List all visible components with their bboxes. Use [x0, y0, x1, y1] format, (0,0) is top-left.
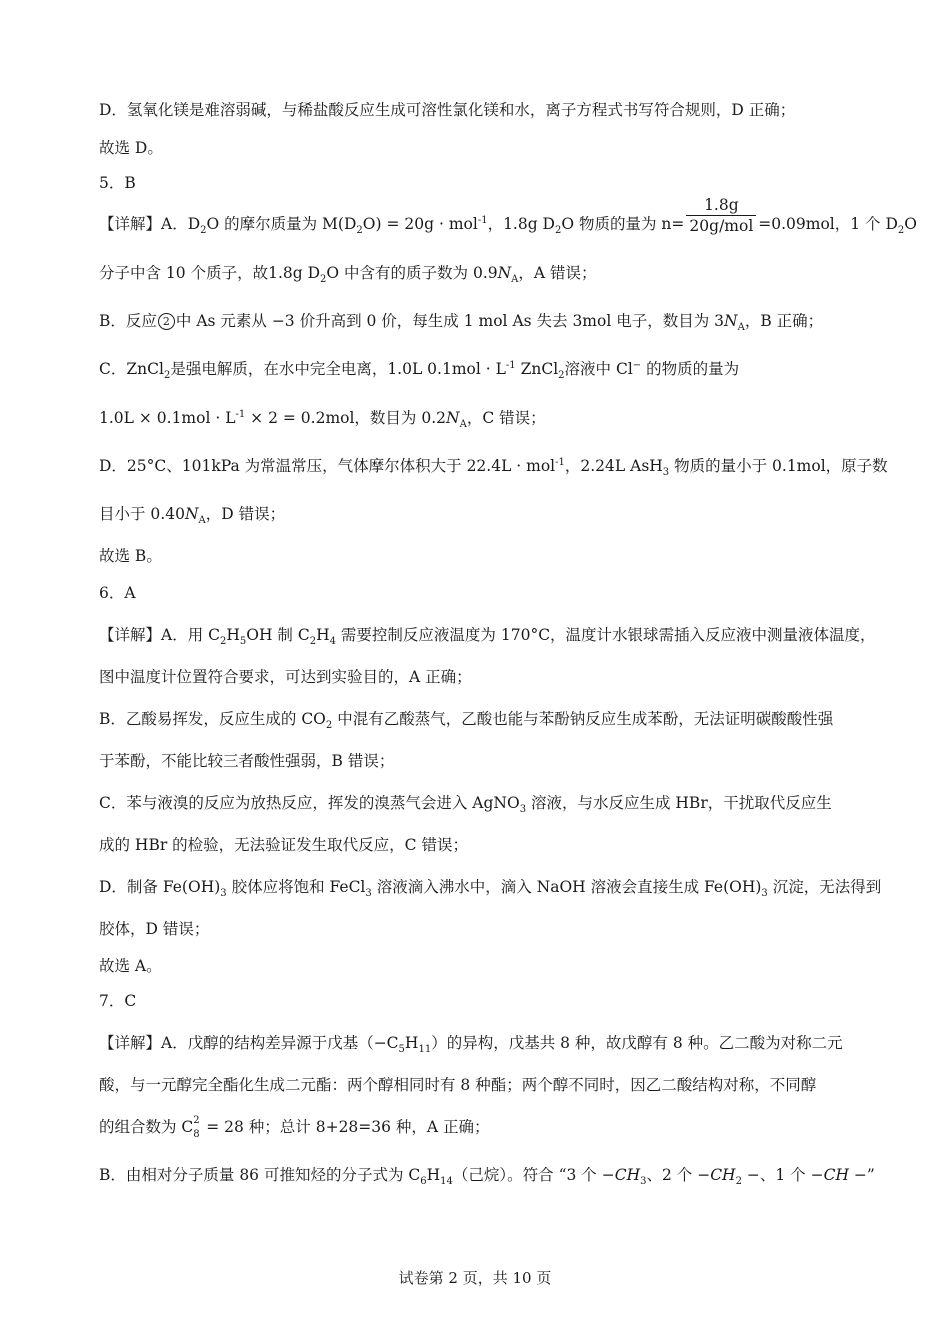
subscript: 2 — [309, 636, 317, 648]
text: 需要控制反应液温度为 170°C，温度计水银球需插入反应液中测量液体温度， — [336, 626, 876, 644]
text: 【详解】A．用 C — [99, 626, 220, 644]
text: D．制备 Fe(OH) — [99, 878, 221, 896]
text: 目小于 0.40 — [99, 505, 185, 523]
page-footer: 试卷第 2 页，共 10 页 — [398, 1269, 552, 1287]
line-21: 故选 A。 — [99, 957, 162, 975]
subscript: 3 — [220, 888, 227, 900]
subscript: 14 — [440, 1176, 453, 1188]
line-11: 故选 B。 — [99, 547, 162, 565]
line-24: 酸，与一元醇完全酯化生成二元酯：两个醇相同时有 8 种酯；两个醇不同时，因乙二酸结构对称，不同醇 — [99, 1076, 817, 1094]
line-19 — [99, 877, 882, 900]
subscript: 2 — [320, 274, 327, 286]
line-13 — [99, 625, 876, 648]
text: 【详解】A．D — [99, 215, 201, 233]
fraction-denominator: 20g/mol — [689, 217, 754, 235]
line-4 — [99, 196, 918, 237]
text: B．由相对分子质量 86 可推知烃的分子式为 C — [99, 1166, 421, 1184]
line-1: D．氢氧化镁是难溶弱碱，与稀盐酸反应生成可溶性氯化镁和水，离子方程式书写符合规则，D 正确； — [99, 101, 796, 119]
subscript: 5 — [398, 1044, 405, 1056]
subscript: 2 — [558, 370, 565, 382]
subscript: 2 — [219, 636, 227, 648]
text: 沉淀，无法得到 — [767, 878, 882, 896]
text: O 的摩尔质量为 M(D — [206, 215, 357, 233]
circled-number: 2 — [158, 313, 175, 330]
text: 【详解】A．戊醇的结构差异源于戊基（−C — [99, 1034, 399, 1052]
line-6 — [99, 311, 824, 334]
text: ，A 错误； — [518, 264, 597, 282]
text: O) = 20g · mol — [362, 215, 478, 233]
line-17 — [99, 793, 832, 816]
subscript: 3 — [519, 804, 527, 816]
line-26 — [99, 1165, 875, 1188]
line-15 — [99, 709, 834, 732]
text: H — [426, 1166, 441, 1184]
subscript: 2 — [555, 225, 562, 237]
fraction-numerator: 1.8g — [686, 196, 756, 216]
text: ，C 错误； — [466, 409, 546, 427]
line-10 — [99, 504, 286, 527]
subscript: A — [511, 274, 519, 286]
text: 溶液中 Cl — [564, 360, 633, 378]
methine-group: CH — [823, 1166, 849, 1184]
text: 分子中含 10 个质子，故1.8g D — [99, 264, 321, 282]
subscript: 4 — [329, 636, 336, 648]
text: ）的异构，戊基共 8 种，故戊醇有 8 种。乙二酸为对称二元 — [431, 1034, 843, 1052]
fraction — [686, 196, 756, 235]
subscript: 2 — [200, 225, 207, 237]
text: 1.0L × 0.1mol · L — [99, 409, 236, 427]
subscript: 5 — [239, 636, 247, 648]
line-5 — [99, 263, 597, 286]
subscript: A — [737, 322, 745, 334]
superscript: -1 — [505, 359, 516, 371]
line-16: 于苯酚，不能比较三者酸性强弱，B 错误； — [99, 752, 395, 770]
text: B．反应 — [99, 312, 157, 330]
text: 中混有乙酸蒸气，乙酸也能与苯酚钠反应生成苯酚，无法证明碳酸酸性强 — [332, 710, 834, 728]
superscript: -1 — [235, 408, 246, 420]
subscript: 2 — [163, 370, 171, 382]
subscript: 2 — [325, 720, 333, 732]
question-7-answer: 7．C — [99, 992, 137, 1010]
question-6-answer: 6．A — [99, 584, 136, 602]
text: H — [316, 626, 330, 644]
text: 中 As 元素从 −3 价升高到 0 价，每生成 1 mol As 失去 3mol 电子，数目为 3 — [175, 312, 725, 330]
superscript: 2 — [193, 1115, 200, 1126]
subscript: A — [198, 515, 206, 527]
line-23 — [99, 1033, 843, 1056]
line-7 — [99, 359, 740, 382]
text: C．苯与液溴的反应为放热反应，挥发的溴蒸气会进入 AgNO — [99, 794, 520, 812]
text: D．25°C、101kPa 为常温常压，气体摩尔体积大于 22.4L · mol — [99, 457, 556, 475]
text: ，D 错误； — [205, 505, 286, 523]
text: H — [404, 1034, 419, 1052]
text: = 28 种；总计 8+28=36 种，A 正确； — [201, 1118, 490, 1136]
line-14: 图中温度计位置符合要求，可达到实验目的，A 正确； — [99, 668, 472, 686]
subscript: 6 — [420, 1176, 427, 1188]
text: O 中含有的质子数为 0.9 — [326, 264, 498, 282]
line-8 — [99, 408, 546, 431]
text: 溶液，与水反应生成 HBr，干扰取代反应生 — [526, 794, 832, 812]
text: 溶液滴入沸水中，滴入 NaOH 溶液会直接生成 Fe(OH) — [371, 878, 762, 896]
text: ，2.24L AsH — [564, 457, 663, 475]
superscript: − — [632, 359, 642, 371]
line-25 — [99, 1115, 490, 1140]
avogadro-symbol: N — [184, 505, 199, 523]
superscript: -1 — [477, 214, 488, 226]
subscript: 2 — [735, 1176, 742, 1188]
subscript: 3 — [761, 888, 768, 900]
question-5-answer: 5．B — [99, 174, 136, 192]
line-20: 胶体，D 错误； — [99, 920, 210, 938]
subscript: 8 — [193, 1129, 200, 1140]
text: 的物质的量为 — [641, 360, 740, 378]
text: × 2 = 0.2mol，数目为 0.2 — [245, 409, 447, 427]
text: ，B 正确； — [744, 312, 824, 330]
text: ，1.8g D — [487, 215, 555, 233]
text: ZnCl — [515, 360, 559, 378]
methylene-group: CH — [710, 1166, 736, 1184]
subscript: 2 — [897, 225, 905, 237]
avogadro-symbol: N — [724, 312, 738, 330]
text: 是强电解质，在水中完全电离，1.0L 0.1mol · L — [170, 360, 506, 378]
methyl-group: CH — [614, 1166, 641, 1184]
text: C．ZnCl — [99, 360, 164, 378]
subscript: 2 — [356, 225, 363, 237]
text: O — [904, 215, 918, 233]
line-2: 故选 D。 — [99, 139, 163, 157]
text: B．乙酸易挥发，反应生成的 CO — [99, 710, 326, 728]
text: H — [226, 626, 240, 644]
text: −、1 个 − — [741, 1166, 824, 1184]
superscript: -1 — [555, 456, 565, 468]
text: 胶体应将饱和 FeCl — [226, 878, 366, 896]
subscript: A — [459, 419, 467, 431]
subscript: 3 — [640, 1176, 647, 1188]
text: （己烷）。符合 “3 个 − — [452, 1166, 615, 1184]
text: 物质的量小于 0.1mol，原子数 — [669, 457, 888, 475]
text: =0.09mol，1 个 D — [758, 215, 898, 233]
subscript: 3 — [662, 467, 670, 479]
avogadro-symbol: N — [497, 264, 512, 282]
text: 的组合数为 C — [99, 1118, 194, 1136]
subscript: 11 — [418, 1044, 432, 1056]
line-18: 成的 HBr 的检验，无法验证发生取代反应，C 错误； — [99, 836, 468, 854]
text: 、2 个 − — [646, 1166, 711, 1184]
line-9 — [99, 456, 888, 479]
avogadro-symbol: N — [446, 409, 460, 427]
subscript: 3 — [365, 888, 372, 900]
text: O 物质的量为 n= — [561, 215, 685, 233]
text: −” — [848, 1166, 875, 1184]
text: OH 制 C — [246, 626, 310, 644]
